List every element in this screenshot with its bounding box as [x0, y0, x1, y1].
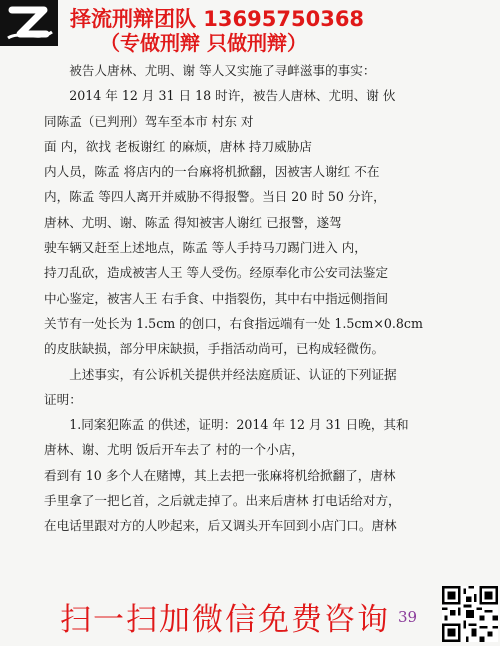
text-line: 手里拿了一把匕首，之后就走掉了。出来后唐林 打电话给对方，	[44, 493, 401, 509]
text-line: 看到有 10 多个人在赌博，其上去把一张麻将机给掀翻了，唐林	[44, 467, 396, 483]
text-line: 唐林、尤明、谢、陈孟 得知被害人谢红 已报警，遂驾	[44, 214, 342, 230]
page-number: 39	[398, 608, 418, 626]
text-line: 的皮肤缺损，部分甲床缺损，手指活动尚可，已构成轻微伤。	[44, 341, 385, 357]
text-line: 面 内，欲找 老板谢红 的麻烦，唐林 持刀威胁店	[44, 138, 312, 154]
text-line: 同陈孟（已判刑）驾车至本市 村东 对	[44, 113, 254, 129]
wechat-consult-banner: 扫一扫加微信免费咨询	[60, 602, 390, 638]
brand-logo	[0, 0, 58, 46]
text-line: 上述事实，有公诉机关提供并经法庭质证、认证的下列证据	[69, 366, 397, 382]
text-line: 被告人唐林、尤明、谢 等人又实施了寻衅滋事的事实：	[69, 63, 376, 78]
text-line: 2014 年 12 月 31 日 18 时许，被告人唐林、尤明、谢 伙	[69, 88, 396, 104]
text-line: 关节有一处长为 1.5cm 的创口，右食指远端有一处 1.5cm×0.8cm	[44, 315, 423, 331]
text-line: 内人员，陈孟 将店内的一台麻将机掀翻，因被害人谢红 不在	[44, 164, 380, 180]
text-line: 中心鉴定，被害人王 右手食、中指裂伤，其中右中指远侧指间	[44, 290, 389, 306]
qr-code-icon[interactable]	[442, 586, 498, 642]
text-line: 唐林、谢、尤明 饭后开车去了 村的一个小店，	[44, 442, 304, 458]
document-body	[44, 58, 468, 539]
text-line: 证明：	[44, 391, 82, 407]
header-subtitle: （专做刑辩 只做刑辩）	[100, 31, 307, 55]
text-line: 驶车辆又赶至上述地点，陈孟 等人手持马刀踢门进入 内，	[44, 240, 367, 256]
logo-mark-icon	[0, 0, 58, 46]
header-title: 择流刑辩团队 13695750368	[70, 7, 365, 31]
text-line: 在电话里跟对方的人吵起来，后又调头开车回到小店门口。唐林	[44, 518, 397, 534]
text-line: 1.同案犯陈孟 的供述，证明：2014 年 12 月 31 日晚，其和	[69, 417, 409, 433]
text-line: 内，陈孟 等四人离开并威胁不得报警。当日 20 时 50 分许，	[44, 189, 386, 205]
text-line: 持刀乱砍，造成被害人王 等人受伤。经原奉化市公安司法鉴定	[44, 265, 389, 281]
